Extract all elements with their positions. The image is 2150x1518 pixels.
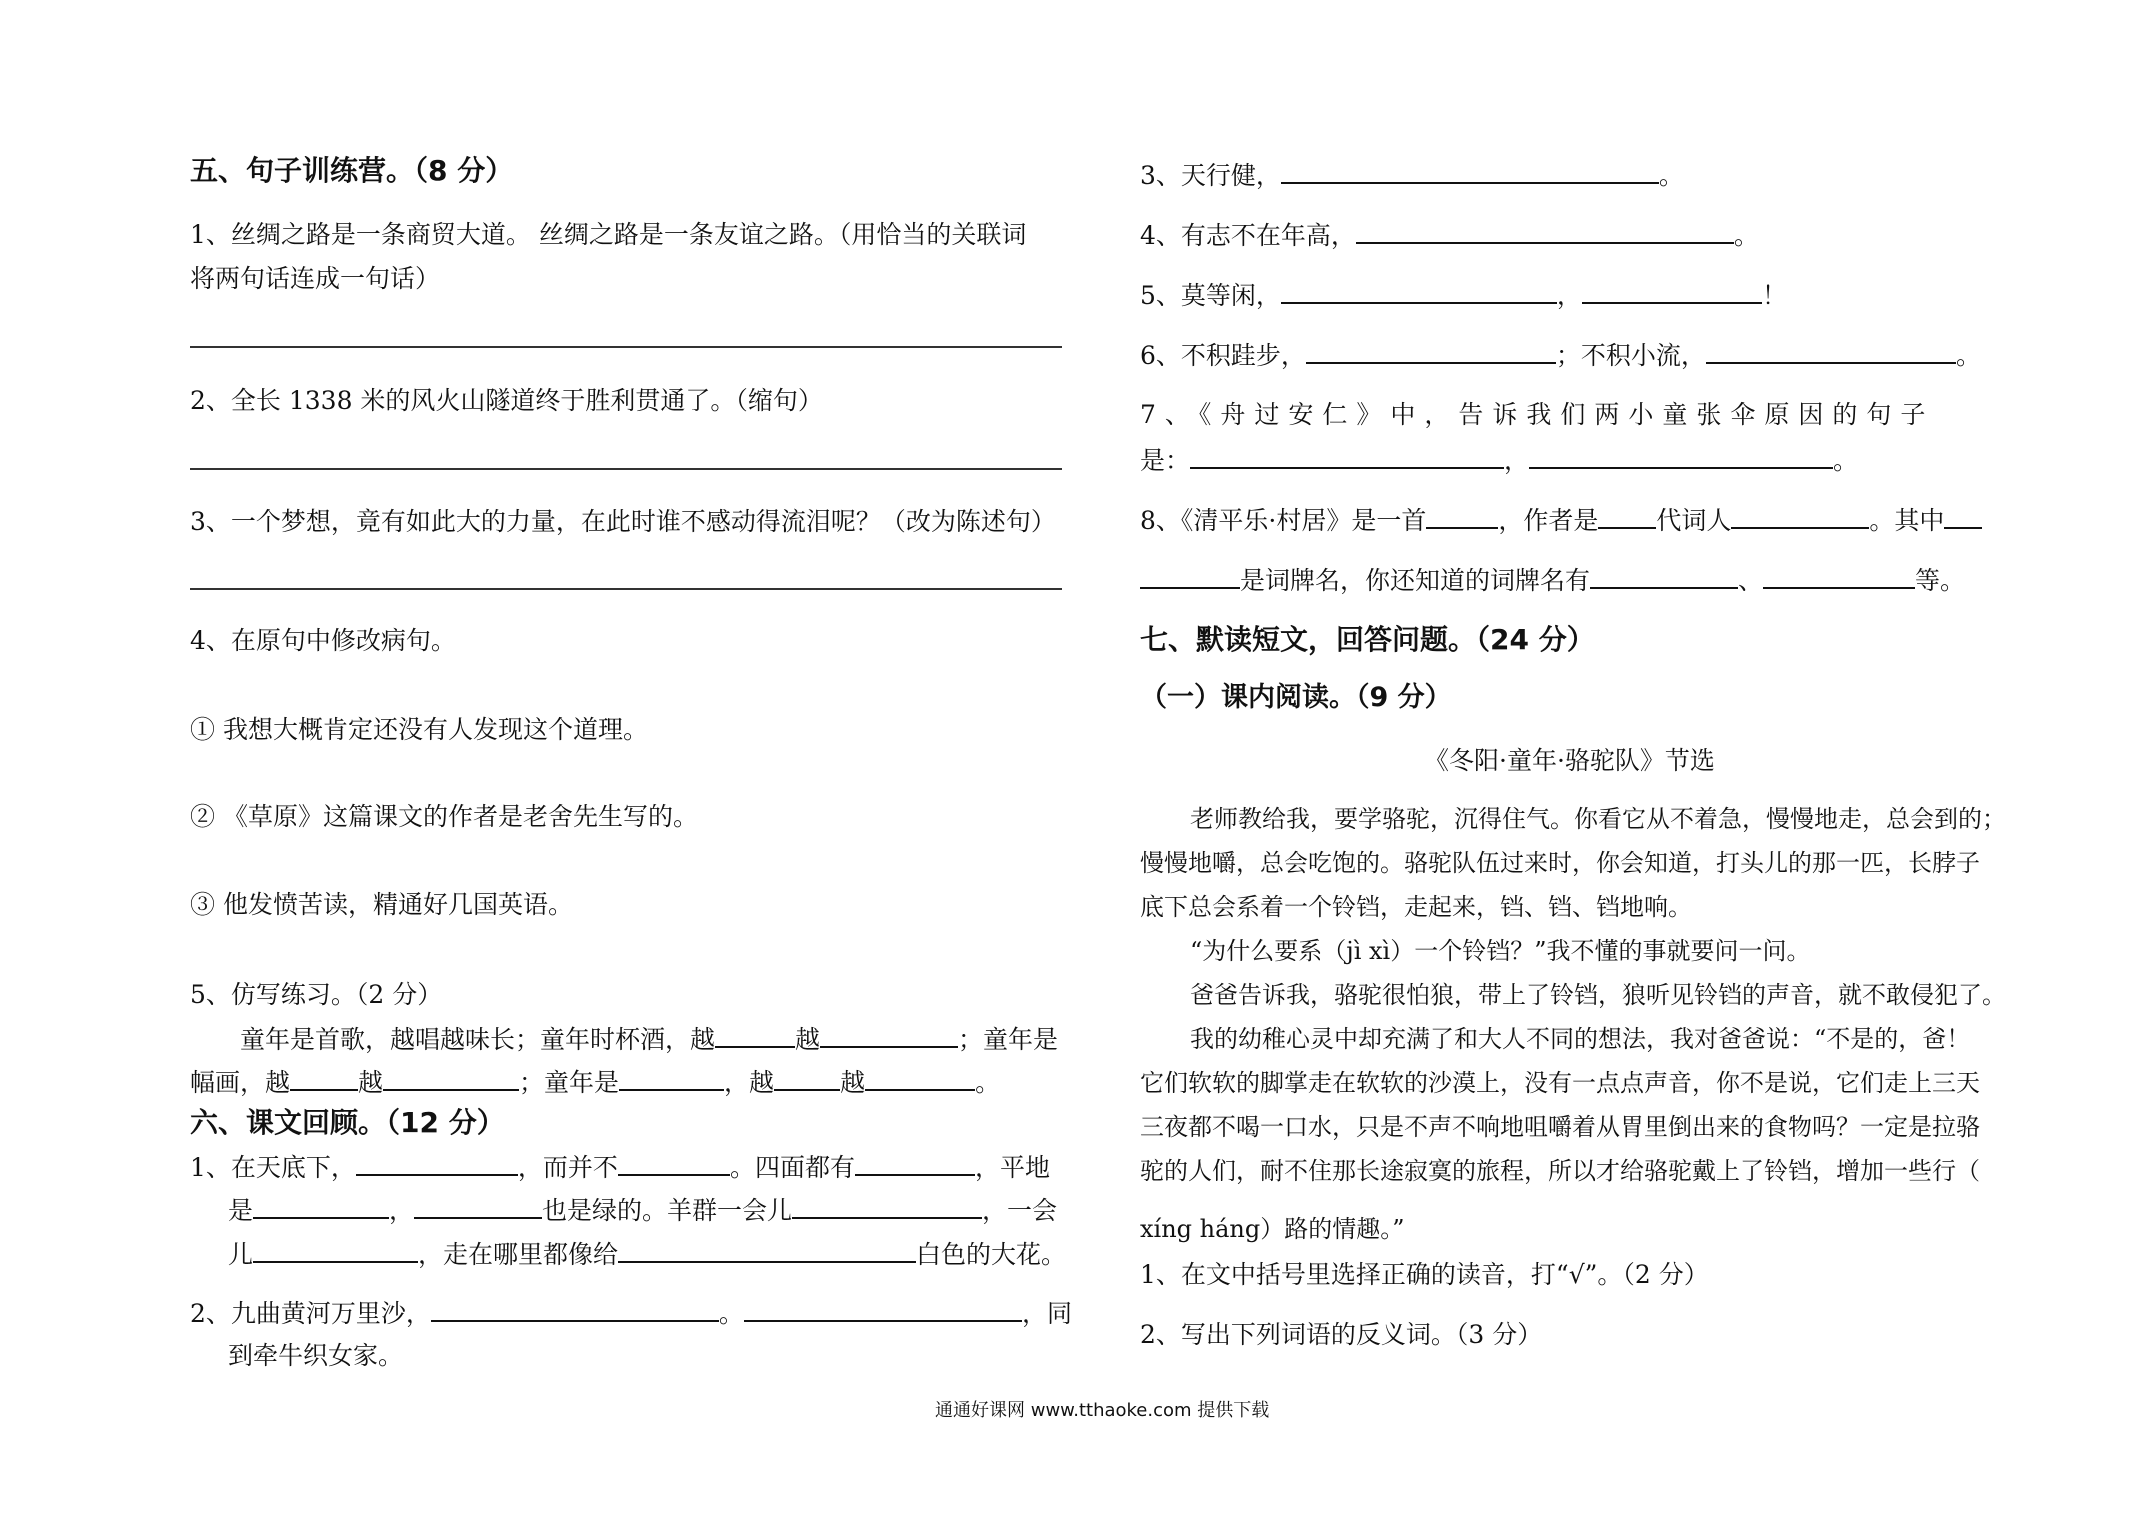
passage-line: 三夜都不喝一口水，只是不声不响地咀嚼着从胃里倒出来的食物吗？一定是拉骆 xyxy=(1140,1113,1980,1141)
blank[interactable] xyxy=(1763,563,1915,589)
sec6-q8-line2: 是词牌名，你还知道的词牌名有 、 等。 xyxy=(1140,563,1965,598)
blank[interactable] xyxy=(383,1065,519,1091)
passage-line: 驼的人们，耐不住那长途寂寞的旅程，所以才给骆驼戴上了铃铛，增加一些行（ xyxy=(1140,1157,1980,1185)
blank[interactable] xyxy=(618,1237,916,1263)
sec5-q4-item2: ② 《草原》这篇课文的作者是老舍先生写的。 xyxy=(190,802,698,831)
blank[interactable] xyxy=(1944,503,1982,529)
blank[interactable] xyxy=(290,1065,358,1091)
passage-line: 底下总会系着一个铃铛，走起来，铛、铛、铛地响。 xyxy=(1140,893,1692,921)
passage-title: 《冬阳·童年·骆驼队》节选 xyxy=(1424,746,1715,775)
blank[interactable] xyxy=(618,1150,730,1176)
section-6-title: 六、课文回顾。（12 分） xyxy=(190,1106,505,1139)
blank[interactable] xyxy=(414,1193,542,1219)
sec5-q2: 2、全长 1338 米的风火山隧道终于胜利贯通了。（缩句） xyxy=(190,386,823,415)
passage-line: 慢慢地嚼，总会吃饱的。骆驼队伍过来时，你会知道，打头儿的那一匹，长脖子 xyxy=(1140,849,1980,877)
blank[interactable] xyxy=(1190,443,1504,469)
blank[interactable] xyxy=(253,1193,389,1219)
answer-line-q2[interactable] xyxy=(190,468,1062,470)
footer-credit: 通通好课网 www.tthaoke.com 提供下载 xyxy=(935,1400,1270,1421)
blank[interactable] xyxy=(1590,563,1738,589)
sec6-q1-line1: 1、在天底下， ，而并不 。四面都有 ，平地 xyxy=(190,1150,1050,1185)
blank[interactable] xyxy=(1426,503,1498,529)
blank[interactable] xyxy=(619,1065,724,1091)
blank[interactable] xyxy=(356,1150,518,1176)
blank[interactable] xyxy=(1529,443,1833,469)
blank[interactable] xyxy=(865,1065,975,1091)
reading-q2: 2、写出下列词语的反义词。（3 分） xyxy=(1140,1320,1543,1349)
sec6-q1-line2: 是 ， 也是绿的。羊群一会儿 ，一会 xyxy=(228,1193,1057,1228)
sec6-q1-line3: 儿 ，走在哪里都像给 白色的大花。 xyxy=(228,1237,1066,1272)
blank[interactable] xyxy=(1306,338,1556,364)
sec6-q5: 5、莫等闲， ， ！ xyxy=(1140,278,1787,313)
sec5-q5-line1: 童年是首歌，越唱越味长；童年时杯酒，越 越 ；童年是 xyxy=(240,1022,1058,1057)
blank[interactable] xyxy=(431,1296,719,1322)
section-5-title: 五、句子训练营。（8 分） xyxy=(190,154,514,187)
blank[interactable] xyxy=(1281,278,1557,304)
passage-line: 爸爸告诉我，骆驼很怕狼，带上了铃铛，狼听见铃铛的声音，就不敢侵犯了。 xyxy=(1190,981,2006,1009)
passage-line: “为什么要系（jì xì）一个铃铛？”我不懂的事就要问一问。 xyxy=(1190,937,1811,965)
sec5-q4: 4、在原句中修改病句。 xyxy=(190,626,456,655)
passage-line: 我的幼稚心灵中却充满了和大人不同的想法，我对爸爸说：“不是的，爸！ xyxy=(1190,1025,1971,1053)
passage-line: 它们软软的脚掌走在软软的沙漠上，没有一点点声音，你不是说，它们走上三天 xyxy=(1140,1069,1980,1097)
answer-line-q1[interactable] xyxy=(190,346,1062,348)
blank[interactable] xyxy=(744,1296,1022,1322)
blank[interactable] xyxy=(820,1022,958,1048)
blank[interactable] xyxy=(1140,563,1240,589)
sec6-q2-line2: 到牵牛织女家。 xyxy=(228,1341,404,1370)
passage-line: 老师教给我，要学骆驼，沉得住气。你看它从不着急，慢慢地走，总会到的； xyxy=(1190,805,2006,833)
section-7-title: 七、默读短文，回答问题。（24 分） xyxy=(1140,623,1595,656)
blank[interactable] xyxy=(1356,218,1734,244)
blank[interactable] xyxy=(715,1022,795,1048)
sec6-q7-line2: 是： ， 。 xyxy=(1140,443,1858,478)
blank[interactable] xyxy=(1731,503,1869,529)
blank[interactable] xyxy=(792,1193,982,1219)
answer-line-q3[interactable] xyxy=(190,588,1062,590)
blank[interactable] xyxy=(1582,278,1762,304)
sec5-q5: 5、仿写练习。（2 分） xyxy=(190,980,443,1009)
passage-line: xíng háng）路的情趣。” xyxy=(1140,1215,1405,1243)
sec6-q2-line1: 2、九曲黄河万里沙， 。 ，同 xyxy=(190,1296,1072,1331)
blank[interactable] xyxy=(1281,158,1659,184)
reading-q1: 1、在文中括号里选择正确的读音，打“√”。（2 分） xyxy=(1140,1260,1709,1289)
sec7-subtitle: （一）课内阅读。（9 分） xyxy=(1140,682,1452,713)
sec5-q4-item3: ③ 他发愤苦读，精通好几国英语。 xyxy=(190,890,573,919)
sec6-q3: 3、天行健， 。 xyxy=(1140,158,1684,193)
blank[interactable] xyxy=(774,1065,840,1091)
blank[interactable] xyxy=(1598,503,1656,529)
sec5-q1-line2: 将两句话连成一句话） xyxy=(190,264,441,293)
blank[interactable] xyxy=(855,1150,975,1176)
sec5-q1-line1: 1、丝绸之路是一条商贸大道。 丝绸之路是一条友谊之路。（用恰当的关联词 xyxy=(190,220,1027,249)
blank[interactable] xyxy=(1706,338,1956,364)
sec6-q4: 4、有志不在年高， 。 xyxy=(1140,218,1759,253)
sec6-q8-line1: 8、《清平乐·村居》是一首 ，作者是 代词人 。其中 xyxy=(1140,503,1982,538)
sec6-q6: 6、不积跬步， ；不积小流， 。 xyxy=(1140,338,1981,373)
sec5-q3: 3、一个梦想，竟有如此大的力量，在此时谁不感动得流泪呢？（改为陈述句） xyxy=(190,507,1056,536)
blank[interactable] xyxy=(253,1237,418,1263)
sec5-q5-line2: 幅画，越 越 ；童年是 ，越 越 。 xyxy=(190,1065,1000,1100)
sec5-q4-item1: ① 我想大概肯定还没有人发现这个道理。 xyxy=(190,715,648,744)
sec6-q7-line1: 7、《舟过安仁》中，告诉我们两小童张伞原因的句子 xyxy=(1140,400,1935,429)
